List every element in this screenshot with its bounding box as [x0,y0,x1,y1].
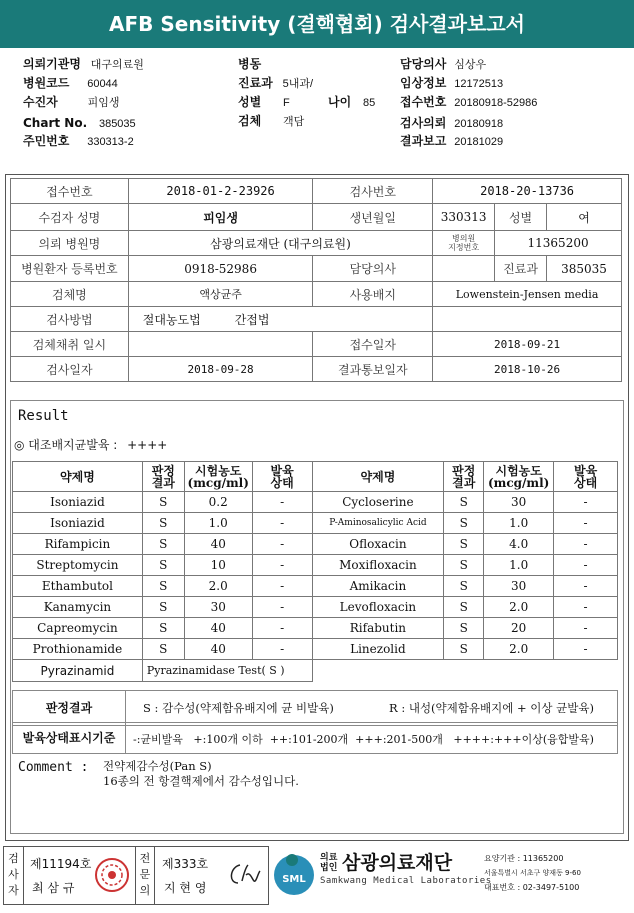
signature-box [3,846,269,905]
judge-header-line2: 결과 [452,475,476,490]
logo-english: Samkwang Medical Laboratories [320,876,492,886]
comment-line-2: 16종의 전 항결핵제에서 감수성입니다. [103,774,299,788]
growth-status: - [554,534,618,555]
drug-row [13,534,618,555]
report-date-value: 2018-10-26 [433,357,622,382]
drug-row [13,597,618,618]
drug-name: Amikacin [312,576,444,597]
media-label: 사용배지 [313,282,433,307]
test-concentration: 2.0 [484,597,554,618]
header-label: 성별 [238,95,262,109]
header-value: F [283,97,290,109]
header-row [238,94,290,112]
table-row [11,204,622,231]
header-row [400,75,503,93]
drug-name: Isoniazid [13,513,143,534]
judge-result: S [142,576,184,597]
growth-header [554,462,618,492]
judge-header [444,462,484,492]
growth-status: - [252,597,312,618]
doctor-label: 담당의사 [313,256,433,282]
table-row [11,231,622,256]
drug-name: Kanamycin [13,597,143,618]
collection-date-value [128,332,313,357]
judge-result: S [142,597,184,618]
growth-status: - [554,618,618,639]
test-concentration: 40 [184,618,252,639]
growth-status: - [554,576,618,597]
logo-legal-tag [320,853,337,873]
judge-header-line1: 판정 [151,463,175,478]
judge-result: S [444,555,484,576]
contact-line-2: 서울특별시 서초구 양재동 9-60 [484,869,581,877]
judge-result: S [444,534,484,555]
drug-name: Cycloserine [312,492,444,513]
growth-criteria-text: -:균비발육 +:100개 이하 ++:101-200개 +++:201-500개 ++++:+++이상(융합발육) [133,733,594,746]
examiner-name: 최 삼 규 [32,881,75,895]
test-concentration: 10 [184,555,252,576]
comment-line-1: 전약제감수성(Pan S) [103,759,212,773]
header-value: 85 [363,97,376,109]
header-value: 20181029 [454,136,504,148]
method-value-1: 절대농도법 [142,312,201,327]
header-value: 330313-2 [87,136,134,148]
report-title: AFB Sensitivity (결핵협회) 검사결과보고서 [0,0,634,48]
test-concentration: 1.0 [484,513,554,534]
test-concentration: 1.0 [184,513,252,534]
examiner-license: 제11194호 [30,857,92,871]
header-value: 5내과/ [282,78,314,90]
judge-criteria-label: 판정결과 [13,691,126,725]
drug-name: Isoniazid [13,492,143,513]
specimen-info-table [10,178,622,382]
header-value: 20180918-52986 [454,97,538,109]
header-row [23,94,120,112]
test-date-value: 2018-09-28 [128,357,313,382]
growth-status: - [554,492,618,513]
header-label: 담당의사 [400,57,447,71]
doctor-signature-icon [226,861,262,889]
test-date-label: 검사일자 [11,357,129,382]
header-row [400,133,503,151]
test-no-value: 2018-20-13736 [433,179,622,204]
test-concentration: 4.0 [484,534,554,555]
header-label: 임상정보 [400,76,447,90]
header-value: 385035 [98,118,136,130]
hospital-code-value: 11365200 [495,231,622,256]
drug-name: Moxifloxacin [312,555,444,576]
header-label: 검체 [238,114,262,128]
growth-status: - [252,618,312,639]
header-label: 접수번호 [400,95,447,109]
receipt-date-label: 접수일자 [313,332,433,357]
judge-header [142,462,184,492]
header-row [23,133,134,151]
growth-header-line1: 발육 [270,463,294,478]
sml-logo-text: SML [282,874,306,885]
header-row [328,94,375,112]
hospital-name-value: 삼광의료재단 (대구의료원) [128,231,432,256]
hospital-code-label-line2: 지정번호 [448,243,480,252]
method-label: 검사방법 [11,307,129,332]
table-header-row [13,462,618,492]
header-row [238,56,261,73]
drug-name: Streptomycin [13,555,143,576]
growth-header-line2: 상태 [573,475,598,490]
test-concentration: 30 [484,492,554,513]
comment-label: Comment : [18,760,89,775]
judge-header-line2: 결과 [151,475,175,490]
doctor-value [433,256,495,282]
patient-name-label: 수검자 성명 [11,204,129,231]
test-no-label: 검사번호 [313,179,433,204]
judge-result: S [142,513,184,534]
drug-row [13,492,618,513]
patient-name-value: 피임생 [128,204,313,231]
sex-value: 여 [547,204,622,231]
report-date-label: 결과통보일자 [313,357,433,382]
drug-name: Rifampicin [13,534,143,555]
test-concentration: 1.0 [484,555,554,576]
header-row [400,56,486,74]
conc-header [184,462,252,492]
growth-status: - [554,597,618,618]
judge-result: S [142,534,184,555]
table-row [11,179,622,204]
drug-name: Levofloxacin [312,597,444,618]
receipt-date-value: 2018-09-21 [433,332,622,357]
test-concentration: 40 [184,639,252,660]
drug-row [13,555,618,576]
header-label: Chart No. [23,116,88,130]
result-heading: Result [18,408,69,424]
hospital-code-label-line1: 병의원 [452,234,476,243]
conc-header [484,462,554,492]
header-label: 의뢰기관명 [23,57,81,71]
judge-header-line1: 판정 [452,463,476,478]
method-value [128,307,432,332]
judge-result: S [444,618,484,639]
patient-reg-no-label: 병원환자 등록번호 [11,256,129,282]
growth-status: - [554,513,618,534]
table-row [11,357,622,382]
table-row [11,332,622,357]
birth-date-label: 생년월일 [313,204,433,231]
header-row [400,115,503,133]
header-value: 60044 [87,78,118,90]
hospital-code-label [433,231,495,256]
growth-status: - [252,534,312,555]
sex-label: 성별 [495,204,547,231]
judge-result: S [444,597,484,618]
test-concentration: 20 [484,618,554,639]
pyrazinamid-row [13,660,618,682]
collection-date-label: 검체채취 일시 [11,332,129,357]
growth-status: - [554,639,618,660]
judge-result: S [444,492,484,513]
judge-result: S [142,555,184,576]
header-row [238,113,304,131]
judge-result: S [444,639,484,660]
judge-result: S [142,492,184,513]
drug-header: 약제명 [13,462,143,492]
header-label: 검사의뢰 [400,116,447,130]
judge-criteria-s: S : 감수성(약제함유배지에 균 비발육) [143,701,334,715]
header-row [238,75,313,93]
header-value: 20180918 [454,118,504,130]
test-concentration: 2.0 [184,576,252,597]
specimen-value: 액상균주 [128,282,313,307]
header-value: 피임생 [87,97,120,109]
conc-header-line1: 시험농도 [195,463,242,478]
growth-status: - [252,576,312,597]
pyrazinamid-value: Pyrazinamidase Test( S ) [142,660,312,682]
logo-small-2: 법인 [320,863,338,873]
judge-result: S [142,639,184,660]
examiner-label: 검사자 [4,847,24,904]
table-row [11,307,622,332]
growth-header-line2: 상태 [270,475,294,490]
header-label: 주민번호 [23,134,70,148]
growth-criteria-row [12,722,618,754]
table-row [11,256,622,282]
judge-result: S [142,618,184,639]
judge-criteria-row [12,690,618,726]
drug-row [13,513,618,534]
test-concentration: 2.0 [484,639,554,660]
test-concentration: 30 [184,597,252,618]
judge-criteria-r: R : 내성(약제함유배지에 + 이상 균발육) [389,701,594,715]
header-value: 객담 [283,116,305,128]
drug-row [13,618,618,639]
drug-susceptibility-table [12,461,618,682]
drug-name: Rifabutin [312,618,444,639]
logo-small-1: 의료 [320,853,338,863]
header-value: 대구의료원 [90,59,144,71]
header-label: 진료과 [238,76,273,90]
header-label: 결과보고 [400,134,447,148]
growth-status: - [252,492,312,513]
growth-status: - [252,555,312,576]
header-label: 병원코드 [23,76,70,90]
growth-criteria-label: 발육상태표시기준 [13,723,126,753]
header-value: 12172513 [454,78,504,90]
doctor-license: 제333호 [162,857,209,871]
header-label: 나이 [328,95,352,109]
header-row [23,115,136,133]
culture-line [14,436,167,453]
footer [0,846,634,913]
header-row [23,56,144,74]
pyrazinamid-label: Pyrazinamid [13,660,143,682]
empty-cell [312,660,617,682]
receipt-no-label: 접수번호 [11,179,129,204]
drug-row [13,639,618,660]
test-concentration: 30 [484,576,554,597]
conc-header-line2: (mcg/ml) [187,475,249,490]
media-value: Lowenstein-Jensen media [433,282,622,307]
contact-line-1: 요양기관 : 11365200 [484,854,564,863]
department-value: 385035 [547,256,622,282]
growth-status: - [554,555,618,576]
drug-name: Prothionamide [13,639,143,660]
drug-name: Ethambutol [13,576,143,597]
growth-status: - [252,513,312,534]
test-concentration: 0.2 [184,492,252,513]
judge-result: S [444,576,484,597]
growth-header-line1: 발육 [573,463,598,478]
drug-name: Capreomycin [13,618,143,639]
drug-name: Ofloxacin [312,534,444,555]
doctor-name: 지 현 영 [164,881,207,895]
department-label: 진료과 [495,256,547,282]
method-value-2: 간접법 [234,312,270,327]
culture-label: ◎ 대조배지균발육 : [14,438,118,452]
examiner-seal-icon [94,857,130,893]
conc-header-line2: (mcg/ml) [487,475,550,490]
specimen-label: 검체명 [11,282,129,307]
table-row [11,282,622,307]
judge-result: S [444,513,484,534]
header-row [23,75,118,93]
conc-header-line1: 시험농도 [495,463,542,478]
test-concentration: 40 [184,534,252,555]
header-label: 병동 [238,57,262,71]
drug-header: 약제명 [312,462,444,492]
logo-name: 삼광의료재단 [342,852,453,874]
patient-reg-no-value: 0918-52986 [128,256,313,282]
growth-header [252,462,312,492]
contact-line-3: 대표번호 : 02-3497-5100 [484,883,580,892]
drug-name: P-Aminosalicylic Acid [312,513,444,534]
culture-value: ++++ [127,438,168,452]
sml-logo-icon [272,849,316,897]
header-label: 수진자 [23,95,58,109]
drug-row [13,576,618,597]
empty-cell [433,307,622,332]
growth-status: - [252,639,312,660]
receipt-no-value: 2018-01-2-23926 [128,179,313,204]
doctor-label: 전문의 [135,847,155,904]
hospital-name-label: 의뢰 병원명 [11,231,129,256]
header-row [400,94,537,112]
header-value: 심상우 [454,59,487,71]
drug-name: Linezolid [312,639,444,660]
birth-date-value: 330313 [433,204,495,231]
